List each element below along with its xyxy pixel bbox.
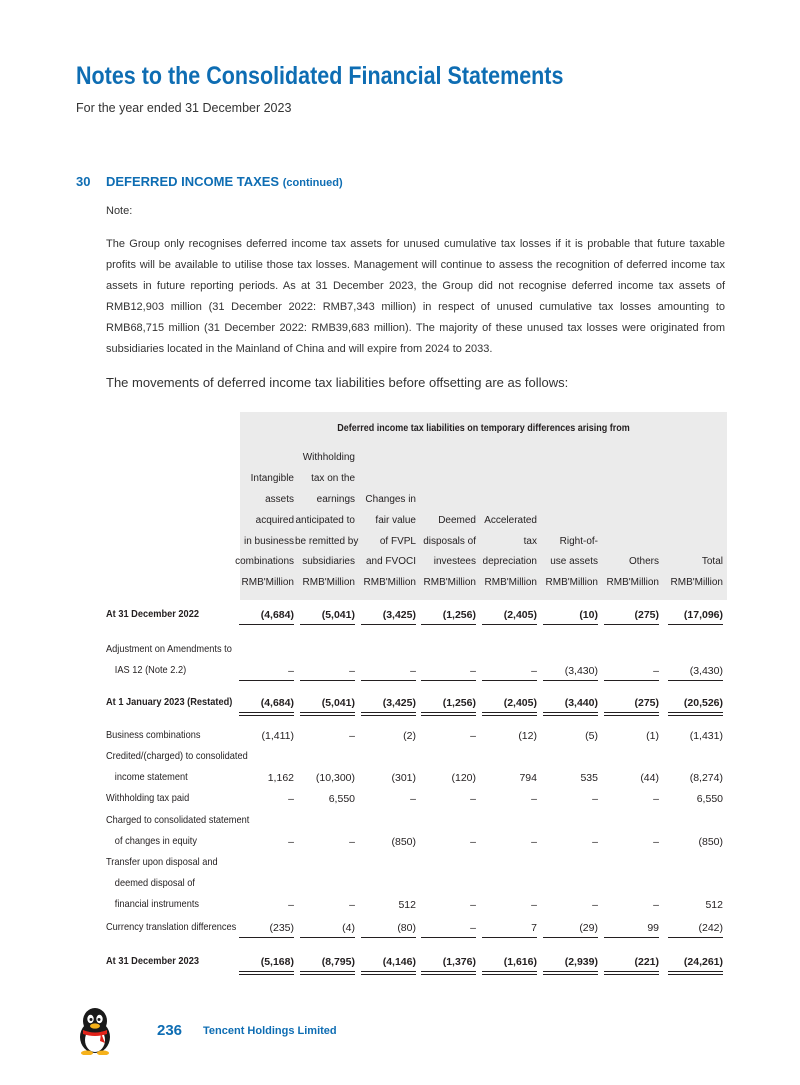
table-cell: – [653, 793, 659, 805]
table-cell: (1,616) [503, 956, 537, 968]
table-cell: (2,939) [564, 956, 598, 968]
column-header-line: in business [243, 535, 294, 547]
column-header-line: subsidiaries [302, 556, 355, 568]
single-rule [543, 624, 598, 625]
column-header-line: combinations [235, 556, 294, 568]
row-label [106, 692, 232, 713]
table-span-header: Deferred income tax liabilities on temporary differences arising from [337, 423, 630, 434]
double-rule [421, 712, 476, 716]
double-rule [543, 712, 598, 716]
double-rule [421, 971, 476, 975]
table-cell: (1,376) [442, 956, 476, 968]
column-header [416, 444, 476, 594]
column-header [295, 444, 359, 594]
table-cell: – [470, 836, 476, 848]
double-rule [300, 712, 355, 716]
column-header-line: and FVOCI [365, 556, 416, 568]
table-cell: – [470, 922, 476, 934]
row-label [106, 788, 189, 809]
column-header-line: use assets [550, 556, 598, 568]
table-cell: (850) [698, 836, 723, 848]
column-header-line: Intangible [250, 473, 294, 485]
table-cell: (2) [403, 730, 416, 742]
table-cell: – [349, 730, 355, 742]
column-header-line: tax on the [311, 473, 355, 485]
row-label-line: of changes in equity [114, 835, 197, 847]
table-cell: (3,430) [689, 665, 723, 677]
table-cell: – [349, 899, 355, 911]
table-cell: (1,256) [442, 697, 476, 709]
table-cell: (10,300) [315, 772, 355, 784]
row-label [106, 746, 248, 788]
double-rule [300, 971, 355, 975]
note-paragraph: The Group only recognises deferred income tax assets for unused cumulative tax losses if it is probable that future taxable profits will be available to utilise those tax losses. Management will continue to assess the recognition of deferred income tax assets in future reporting periods. As at 31 December 2023, the Group did not recognise deferred income tax assets of RMB12,903 million (31 December 2022: RMB7,343 million) in respect of unused cumulative tax losses amounting to RMB68,715 million (31 December 2022: RMB39,683 million). The majority of these unused tax losses were originated from subsidiaries located in the Mainland of China and will expire from 2024 to 2033. [106, 238, 725, 355]
column-header-line: RMB'Million [363, 577, 416, 589]
table-cell: (242) [698, 922, 723, 934]
column-header-line: Deemed [438, 514, 476, 526]
table-cell: – [531, 665, 537, 677]
single-rule [421, 680, 476, 681]
table-cell: (5,041) [321, 697, 355, 709]
single-rule [668, 937, 723, 938]
row-label-line: Business combinations [106, 729, 201, 741]
penguin-logo-icon [75, 1007, 115, 1055]
column-header-line: Changes in [365, 494, 416, 506]
double-rule [543, 971, 598, 975]
row-label-line: Transfer upon disposal and [106, 856, 218, 868]
table-cell: (4,684) [260, 609, 294, 621]
column-header-line: investees [433, 556, 476, 568]
table-cell: – [653, 665, 659, 677]
single-rule [239, 937, 294, 938]
table-cell: (4,684) [260, 697, 294, 709]
table-cell: (3,425) [382, 609, 416, 621]
column-header-line: tax [523, 535, 537, 547]
row-label [106, 852, 218, 915]
single-rule [482, 680, 537, 681]
column-header-line: be remitted by [295, 535, 359, 547]
table-cell: (4) [342, 922, 355, 934]
double-rule [361, 971, 416, 975]
table-cell: (80) [397, 922, 416, 934]
double-rule [482, 971, 537, 975]
row-label-line: At 1 January 2023 (Restated) [106, 696, 233, 708]
row-label-line: Charged to consolidated statement [106, 814, 250, 826]
section-title-text: DEFERRED INCOME TAXES [106, 174, 280, 189]
table-cell: (1,431) [689, 730, 723, 742]
row-label-line: Currency translation differences [106, 921, 237, 933]
table-cell: – [470, 665, 476, 677]
table-cell: – [470, 899, 476, 911]
column-header-line: of FVPL [379, 535, 416, 547]
column-header-line: Total [701, 556, 723, 568]
single-rule [604, 680, 659, 681]
single-rule [421, 624, 476, 625]
double-rule [239, 971, 294, 975]
column-header-line: RMB'Million [545, 577, 598, 589]
single-rule [543, 680, 598, 681]
row-label [106, 951, 199, 972]
single-rule [668, 680, 723, 681]
row-label-line: Credited/(charged) to consolidated [106, 750, 248, 762]
column-header-line: Withholding [302, 452, 355, 464]
column-header-line: Accelerated [484, 514, 537, 526]
double-rule [668, 712, 723, 716]
row-label-line: financial instruments [114, 898, 200, 910]
table-cell: 512 [705, 899, 723, 911]
table-cell: (24,261) [683, 956, 723, 968]
company-name: Tencent Holdings Limited [203, 1025, 337, 1037]
table-cell: – [410, 793, 416, 805]
row-label-line: income statement [114, 771, 188, 783]
table-cell: (4,146) [382, 956, 416, 968]
table-cell: (850) [391, 836, 416, 848]
single-rule [604, 624, 659, 625]
table-cell: – [531, 836, 537, 848]
table-cell: (1,411) [261, 730, 294, 742]
column-header-line: RMB'Million [484, 577, 537, 589]
table-cell: 1,162 [267, 772, 294, 784]
table-cell: (221) [634, 956, 659, 968]
table-cell: – [288, 899, 294, 911]
column-header-line: disposals of [423, 535, 476, 547]
column-header [538, 444, 598, 594]
table-cell: – [288, 836, 294, 848]
page-number: 236 [157, 1022, 183, 1039]
column-header-line: anticipated to [295, 514, 355, 526]
table-cell: (3,440) [564, 697, 598, 709]
table-cell: (120) [451, 772, 476, 784]
table-cell: 6,550 [696, 793, 723, 805]
double-rule [604, 971, 659, 975]
table-cell: (301) [391, 772, 416, 784]
table-cell: – [288, 665, 294, 677]
table-cell: (1) [646, 730, 659, 742]
table-cell: (29) [579, 922, 598, 934]
row-label-line: deemed disposal of [114, 877, 195, 889]
column-header-line: assets [265, 494, 294, 506]
page-subtitle: For the year ended 31 December 2023 [76, 101, 292, 115]
single-rule [239, 680, 294, 681]
column-header [234, 444, 294, 594]
double-rule [239, 712, 294, 716]
table-cell: (8,795) [321, 956, 355, 968]
double-rule [361, 712, 416, 716]
column-header-line: fair value [375, 514, 416, 526]
row-label [106, 639, 232, 681]
table-intro: The movements of deferred income tax liabilities before offsetting are as follows: [106, 375, 569, 390]
table-cell: – [531, 899, 537, 911]
table-cell: (275) [634, 697, 659, 709]
column-header [356, 444, 416, 594]
double-rule [482, 712, 537, 716]
single-rule [361, 624, 416, 625]
table-cell: 794 [519, 772, 537, 784]
table-cell: – [470, 793, 476, 805]
table-cell: 99 [647, 922, 659, 934]
table-cell: – [592, 793, 598, 805]
single-rule [300, 624, 355, 625]
column-header-line: Others [628, 556, 659, 568]
single-rule [361, 937, 416, 938]
column-header-line: depreciation [482, 556, 537, 568]
column-header-line: earnings [316, 494, 355, 506]
table-cell: (3,430) [564, 665, 598, 677]
row-label-line: Withholding tax paid [106, 792, 190, 804]
table-cell: – [531, 793, 537, 805]
row-label-line: Adjustment on Amendments to [106, 643, 232, 655]
table-cell: 535 [580, 772, 598, 784]
row-label [106, 810, 249, 852]
table-cell: (5,041) [321, 609, 355, 621]
table-cell: 6,550 [328, 793, 355, 805]
single-rule [300, 937, 355, 938]
table-cell: – [653, 836, 659, 848]
table-cell: (3,425) [382, 697, 416, 709]
single-rule [482, 937, 537, 938]
column-header [599, 444, 659, 594]
table-cell: (2,405) [503, 609, 537, 621]
section-continued: (continued) [282, 177, 343, 189]
section-title [106, 174, 343, 189]
page-title: Notes to the Consolidated Financial Statements [76, 62, 564, 90]
table-cell: (8,274) [689, 772, 723, 784]
table-cell: (275) [634, 609, 659, 621]
row-label-line: At 31 December 2022 [106, 608, 199, 620]
single-rule [421, 937, 476, 938]
note-label: Note: [106, 205, 133, 217]
table-cell: (2,405) [503, 697, 537, 709]
column-header-line: RMB'Million [241, 577, 294, 589]
table-cell: – [470, 730, 476, 742]
table-cell: – [288, 793, 294, 805]
row-label [106, 604, 199, 625]
column-header-line: RMB'Million [302, 577, 355, 589]
single-rule [300, 680, 355, 681]
table-cell: (5,168) [260, 956, 294, 968]
column-header-line: RMB'Million [423, 577, 476, 589]
table-cell: 7 [531, 922, 537, 934]
table-cell: (1,256) [442, 609, 476, 621]
table-cell: – [592, 899, 598, 911]
row-label-line: IAS 12 (Note 2.2) [114, 664, 187, 676]
single-rule [668, 624, 723, 625]
row-label [106, 917, 236, 938]
table-cell: – [349, 665, 355, 677]
column-header-line: acquired [255, 514, 294, 526]
row-label [106, 725, 201, 746]
column-header [477, 444, 537, 594]
table-cell: – [410, 665, 416, 677]
table-cell: (5) [585, 730, 598, 742]
table-cell: – [349, 836, 355, 848]
row-label-line: At 31 December 2023 [106, 955, 199, 967]
table-cell: – [592, 836, 598, 848]
single-rule [482, 624, 537, 625]
table-cell: (10) [579, 609, 598, 621]
table-cell: 512 [398, 899, 416, 911]
single-rule [604, 937, 659, 938]
table-cell: (12) [518, 730, 537, 742]
single-rule [239, 624, 294, 625]
column-header-line: Right-of- [559, 535, 598, 547]
table-cell: (20,526) [683, 697, 723, 709]
table-cell: (17,096) [683, 609, 723, 621]
double-rule [668, 971, 723, 975]
single-rule [543, 937, 598, 938]
double-rule [604, 712, 659, 716]
single-rule [361, 680, 416, 681]
table-cell: (235) [269, 922, 294, 934]
column-header-line: RMB'Million [670, 577, 723, 589]
table-cell: (44) [640, 772, 659, 784]
section-number: 30 [76, 174, 91, 189]
column-header-line: RMB'Million [606, 577, 659, 589]
table-cell: – [653, 899, 659, 911]
column-header [663, 444, 723, 594]
